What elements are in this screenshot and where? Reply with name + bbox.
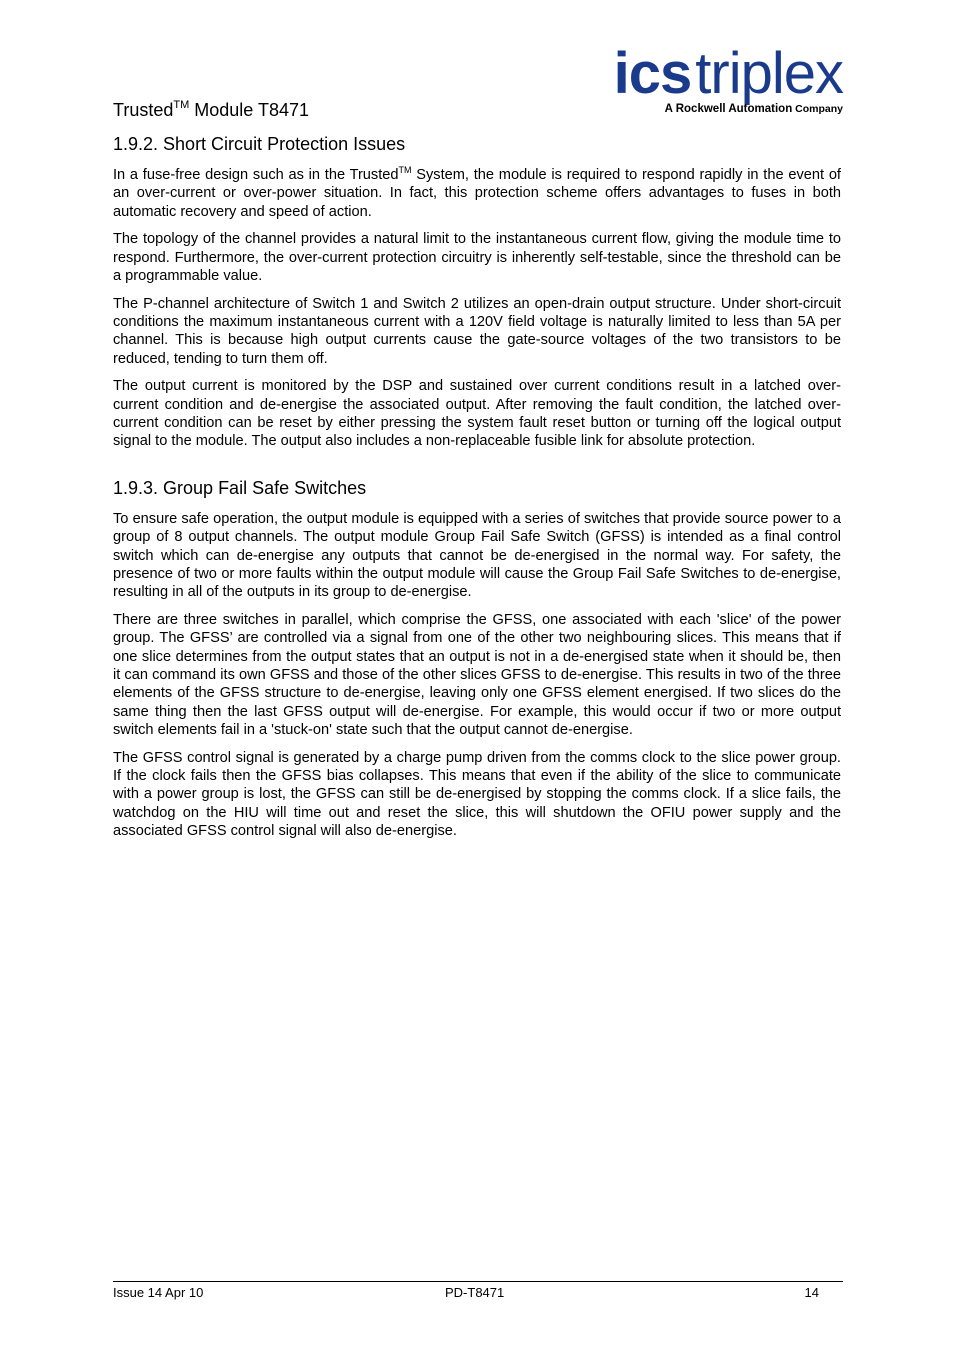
page-number: 14 [804,1285,819,1300]
issue-date: Issue 14 Apr 10 [113,1285,204,1300]
document-reference: PD-T8471 [445,1285,505,1300]
paragraph: In a fuse-free design such as in the Trusted™ System, the module is required to respond rapidly in the event of an over-current or over-power situation. In fact, this protection scheme offers advantages to fuses in both automatic recovery and speed of action. [113,165,841,220]
paragraph: The GFSS control signal is generated by a charge pump driven from the comms clock to the slice power group. If the clock fails then the GFSS bias collapses. This means that even if the ability of the slice to communicate with a power group is lost, the GFSS can still be de-energised by stopping the comms clock. If a slice fails, the watchdog on the HIU will time out and reset the slice, this will shutdown the OFIU power supply and the associated GFSS control signal will also de-energise. [113,749,841,839]
paragraph: The topology of the channel provides a natural limit to the instantaneous current flow, giving the module time to respond. Furthermore, the over-current protection circuitry is inherently self-testable, since the threshold can be a programmable value. [113,231,841,284]
page-header [113,41,843,129]
logo-tagline: A Rockwell Automation Company [664,103,843,115]
paragraph: The P-channel architecture of Switch 1 and Switch 2 utilizes an open-drain output structure. Under short-circuit conditions the maximum instantaneous current with a 120V field voltage is naturally limited to less than 5A per channel. This is because high output currents cause the gate-source voltages of the two transistors to be reduced, tending to turn them off. [113,295,841,367]
section-short-circuit-protection [113,133,841,451]
paragraph: The output current is monitored by the DSP and sustained over current conditions result in a latched over-current condition and de-energise the associated output. After removing the fault condition, the latched over-current condition can be reset by either pressing the system fault reset button or turning off the logical output signal to the module. The output also includes a non-replaceable fusible link for absolute protection. [113,378,841,450]
trademark-sup: TM [398,165,412,175]
ics-triplex-logo [611,41,843,120]
section-group-fail-safe-switches [113,477,841,840]
trademark-sup: TM [173,99,190,111]
page-content [113,133,841,850]
section-spacer [113,460,841,477]
paragraph: There are three switches in parallel, which comprise the GFSS, one associated with each 'slice' of the power group. The GFSS’ are controlled via a signal from one of the other two neighbouring slices. This means that if one slice determines from the output states that an output is not in a de-energised state when it should be, then it can command its own GFSS and those of the other slices GFSS to de-energise. This results in two of the three elements of the GFSS structure to de-energise, leaving only one GFSS element energised. If two slices do the same thing then the last GFSS output will de-energise. For example, this would occur if two or more output switch elements fail in a 'stuck-on' state such that the output cannot de-energise. [113,612,841,738]
paragraph: To ensure safe operation, the output module is equipped with a series of switches that provide source power to a group of 8 output channels. The output module Group Fail Safe Switch (GFSS) is intended as a final control switch which can de-energise any outputs that cannot be de-energised in the normal way. For safety, the presence of two or more faults within the output module will cause the Group Fail Safe Switches to de-energise, resulting in all of the outputs in its group to de-energise. [113,511,841,601]
logo-wordmark: icstriplex [613,41,843,106]
document-title: Trusted™ Module T8471 [113,99,310,120]
section-heading: 1.9.2. Short Circuit Protection Issues [113,134,406,154]
page-footer [113,1281,843,1300]
section-heading: 1.9.3. Group Fail Safe Switches [113,478,367,499]
